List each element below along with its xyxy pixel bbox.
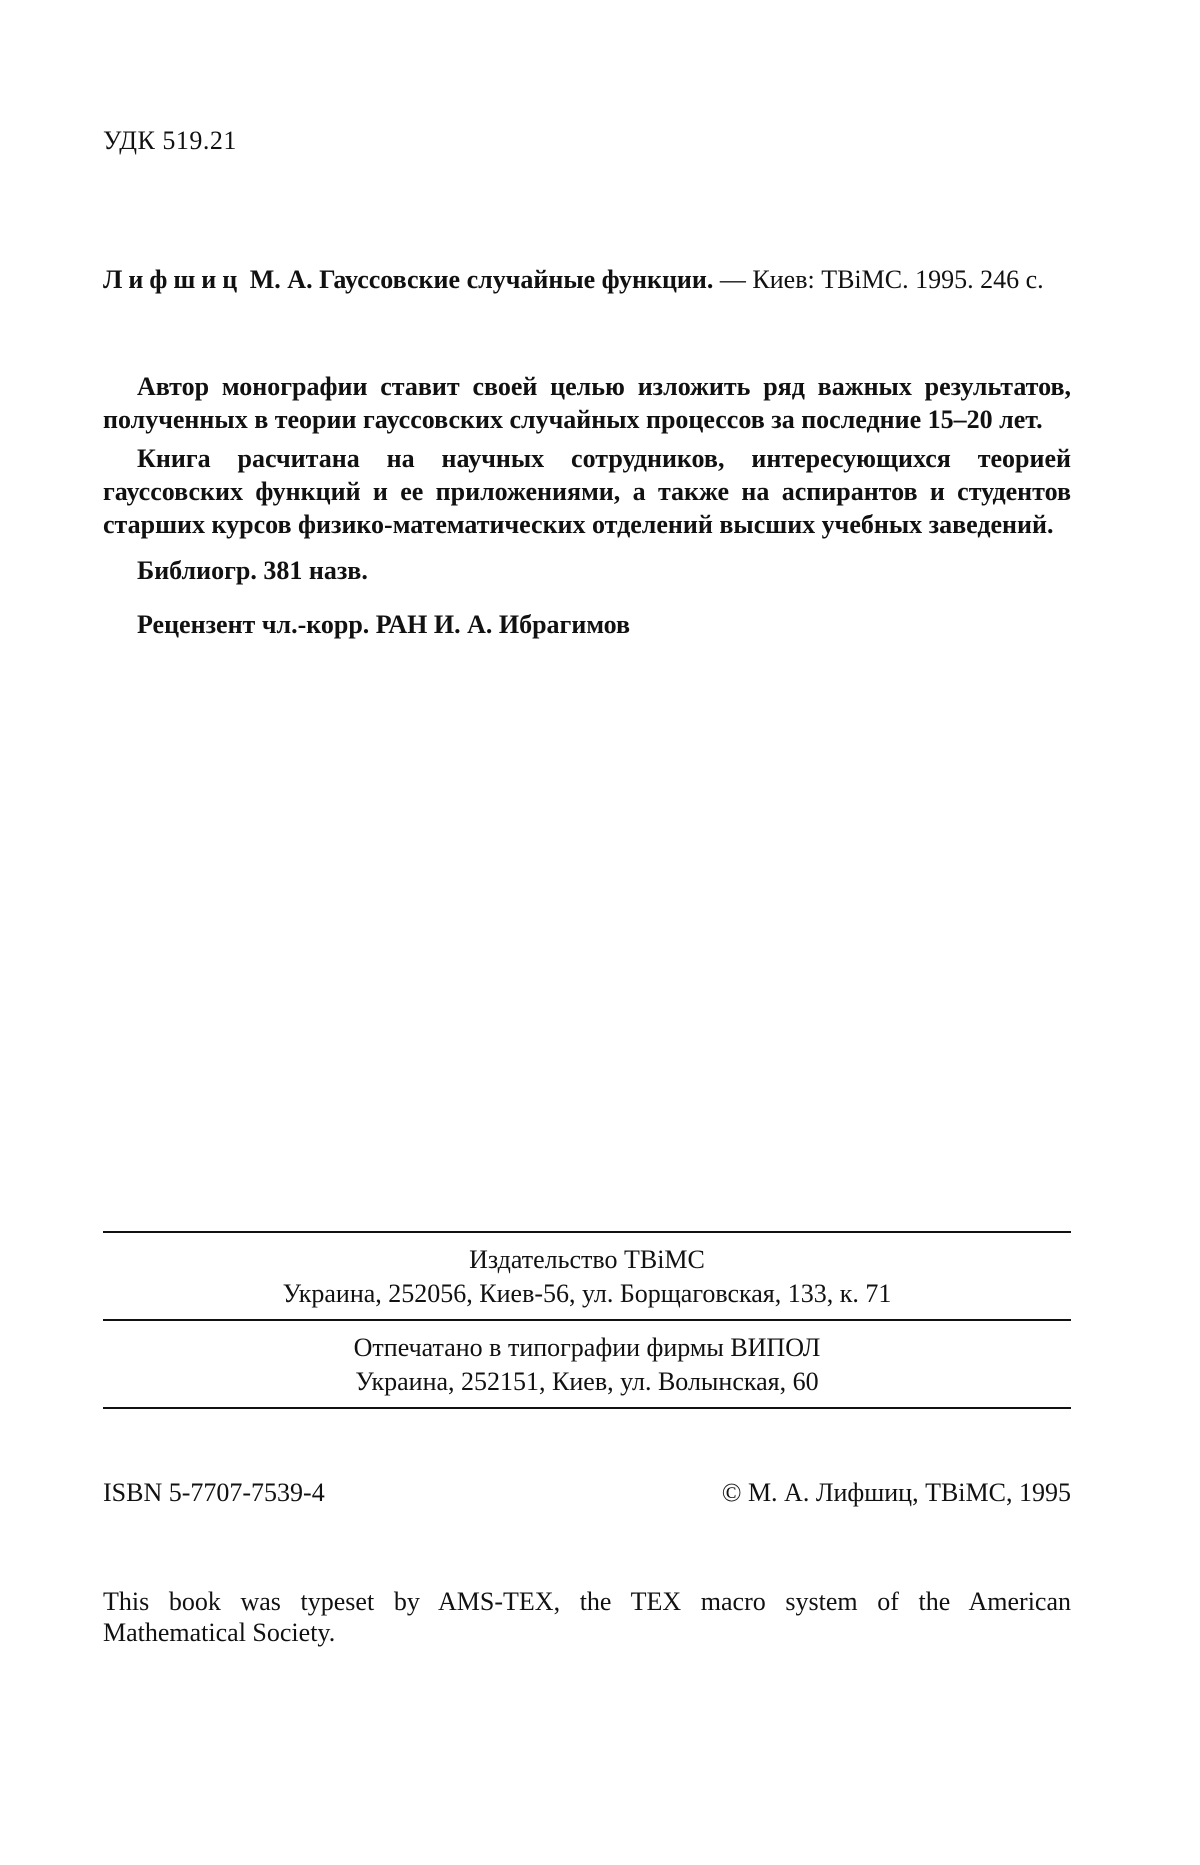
- author-initials: М. А.: [249, 265, 313, 294]
- typeset-note-line-2: Mathematical Society.: [103, 1618, 336, 1647]
- reviewer-line: Рецензент чл.-корр. РАН И. А. Ибрагимов: [137, 610, 631, 639]
- abstract-paragraph-2: Книга расчитана на научных сотрудников, интересующихся теорией гауссовских функций и ее приложениями, а также на аспирантов и студентов старших курсов физико-математических отделений высших учебных заведений.: [103, 444, 1071, 539]
- isbn-number: ISBN 5-7707-7539-4: [103, 1478, 325, 1507]
- abstract-paragraph-1: Автор монографии ставит своей целью изложить ряд важных результатов, полученных в теории гауссовских случайных процессов за последние 15–20 лет.: [103, 372, 1071, 434]
- publication-info: — Киев: ТВіМС. 1995. 246 с.: [719, 265, 1044, 294]
- typeset-note-line-1: This book was typeset by AMS-TEX, the TEX macro system of the American: [103, 1587, 1071, 1616]
- divider-bottom: [103, 1407, 1071, 1409]
- divider-top: [103, 1231, 1071, 1233]
- printer-address: Украина, 252151, Киев, ул. Волынская, 60: [355, 1367, 819, 1396]
- bibliographic-reference: [103, 263, 1071, 296]
- publisher-name: Издательство ТВіМС: [469, 1245, 705, 1274]
- book-title: Гауссовские случайные функции.: [319, 265, 714, 294]
- copyright-notice: © М. А. Лифшиц, ТВіМС, 1995: [721, 1478, 1071, 1507]
- publisher-address: Украина, 252056, Киев-56, ул. Борщаговская, 133, к. 71: [282, 1279, 892, 1308]
- divider-middle: [103, 1319, 1071, 1321]
- udk-code: УДК 519.21: [103, 126, 237, 155]
- printer-name: Отпечатано в типографии фирмы ВИПОЛ: [353, 1333, 821, 1362]
- bibliography-count: Библиогр. 381 назв.: [137, 556, 368, 585]
- author-surname: Лифшиц: [103, 265, 244, 294]
